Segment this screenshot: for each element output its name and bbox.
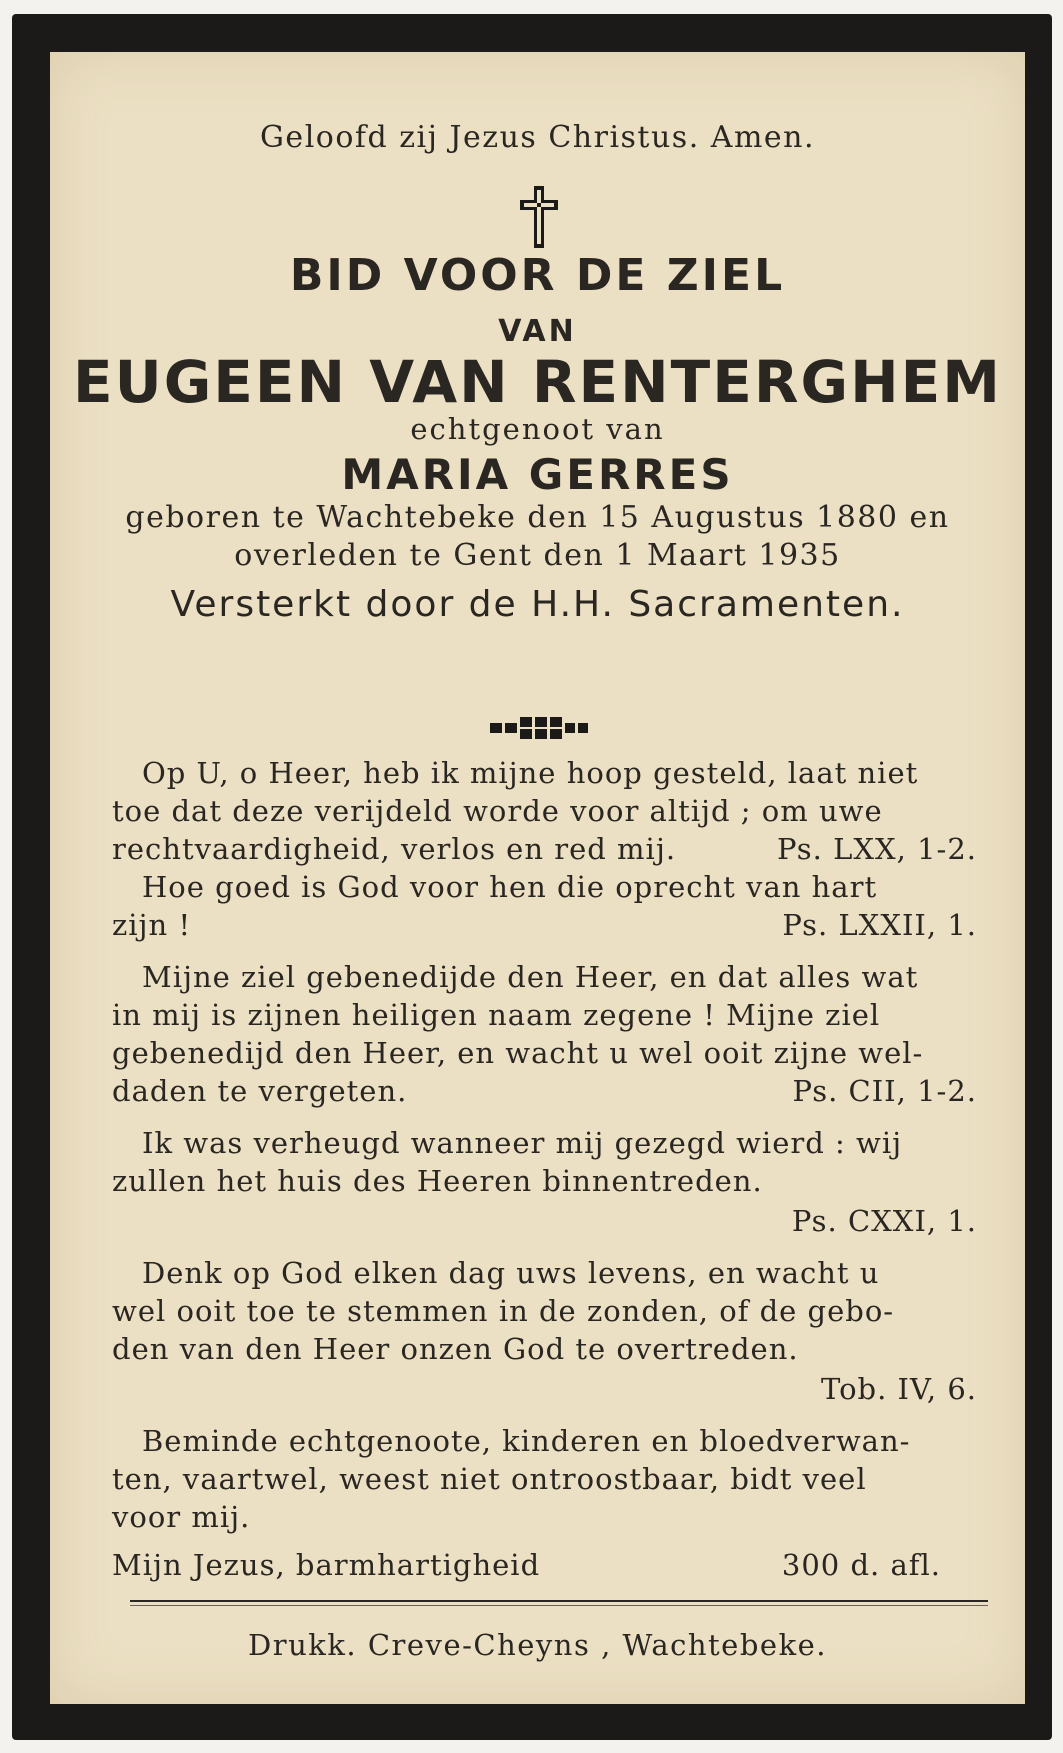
cross-icon [516, 184, 562, 250]
verse-line: gebenedijd den Heer, en wacht u wel ooit zijne wel- [112, 1036, 924, 1070]
ornament-divider [488, 714, 590, 742]
verse-line: ten, vaartwel, weest niet ontroostbaar, bidt veel [112, 1462, 867, 1496]
divider-rule [130, 1600, 988, 1602]
pray-line: BID VOOR DE ZIEL [289, 250, 786, 301]
indulgence-note: 300 d. afl. [781, 1548, 941, 1582]
psalm-reference: Ps. CXXI, 1. [791, 1204, 977, 1238]
verse-line: voor mij. [112, 1500, 251, 1534]
birth-line: geboren te Wachtebeke den 15 Augustus 1880 en [125, 500, 950, 535]
verse-line: Denk op God elken dag uws levens, en wacht u [142, 1256, 880, 1290]
verse-line [112, 1074, 977, 1108]
invocation: Geloofd zij Jezus Christus. Amen. [259, 120, 816, 155]
verse-line: wel ooit toe te stemmen in de zonden, of de gebo- [112, 1294, 895, 1328]
verse-line [112, 908, 977, 942]
printer-line: Drukk. Creve-Cheyns , Wachtebeke. [247, 1628, 828, 1662]
spouse-name: MARIA GERRES [341, 450, 734, 499]
verse-line: Hoe goed is God voor hen die oprecht van hart [142, 870, 878, 904]
verse-text: rechtvaardigheid, verlos en red mij. [112, 832, 677, 866]
verse-line: zullen het huis des Heeren binnentreden. [112, 1164, 763, 1198]
verse-line: toe dat deze verijdeld worde voor altijd ; om uwe [112, 794, 883, 828]
psalm-reference: Ps. CII, 1-2. [792, 1074, 977, 1108]
deceased-name: EUGEEN VAN RENTERGHEM [72, 348, 1003, 416]
spouse-intro: echtgenoot van [410, 412, 665, 446]
indulgence-line [112, 1548, 977, 1582]
verse-line: in mij is zijnen heiligen naam zegene ! Mijne ziel [112, 998, 881, 1032]
psalm-reference: Ps. LXX, 1-2. [777, 832, 977, 866]
van-label: VAN [498, 314, 577, 349]
verse-line [112, 832, 977, 866]
psalm-reference: Ps. LXXII, 1. [782, 908, 977, 942]
verse-line: Op U, o Heer, heb ik mijne hoop gesteld, laat niet [142, 756, 919, 790]
sacraments-line: Versterkt door de H.H. Sacramenten. [170, 584, 905, 625]
verse-line: den van den Heer onzen God te overtreden. [112, 1332, 799, 1366]
death-line: overleden te Gent den 1 Maart 1935 [234, 538, 841, 573]
verse-text: daden te vergeten. [112, 1074, 408, 1108]
verse-line: Beminde echtgenoote, kinderen en bloedverwan- [142, 1424, 911, 1458]
memorial-card [12, 14, 1052, 1740]
verse-line: Ik was verheugd wanneer mij gezegd wierd : wij [142, 1126, 903, 1160]
prayer-text: Mijn Jezus, barmhartigheid [112, 1548, 541, 1582]
verse-text: zijn ! [112, 908, 192, 942]
verse-line: Mijne ziel gebenedijde den Heer, en dat alles wat [142, 960, 919, 994]
psalm-reference: Tob. IV, 6. [821, 1372, 977, 1406]
divider-rule [130, 1605, 988, 1606]
card-paper [50, 52, 1025, 1704]
